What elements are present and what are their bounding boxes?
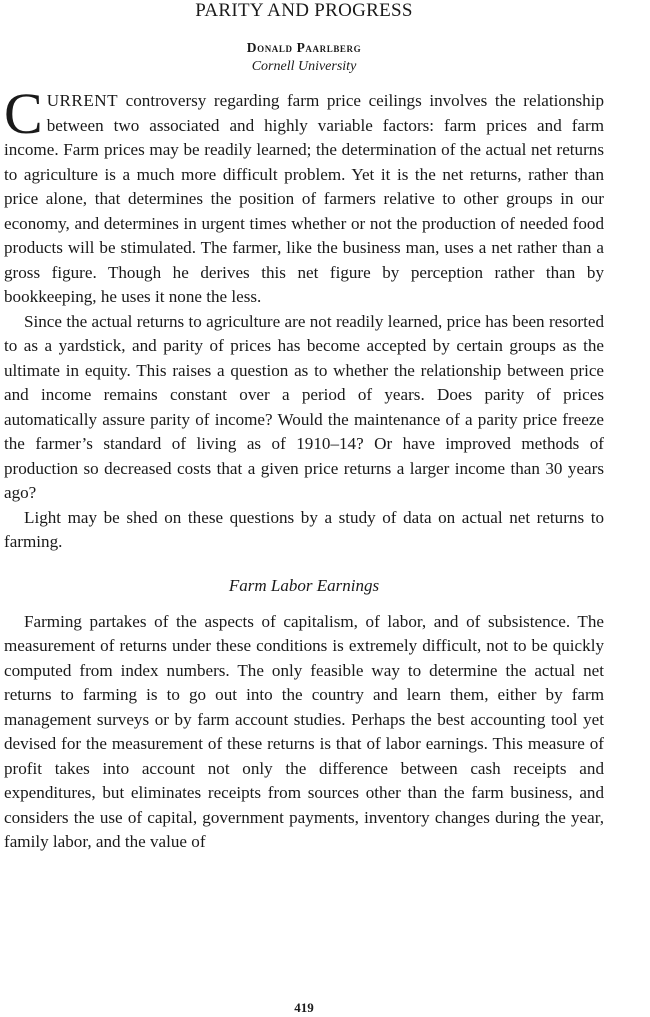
page-number: 419 [294, 1000, 314, 1015]
paragraph-3: Light may be shed on these questions by a study of data on actual net returns to farming. [4, 507, 604, 551]
article-page [4, 0, 604, 1015]
paragraph-4: Farming partakes of the aspects of capitalism, of labor, and of subsistence. The measurement of returns under these conditions is extremely difficult, not to be quickly computed from index numbers. The only feasible way to determine the actual net returns to farming is to go out into the country and learn them, either by farm management surveys or by farm account studies. Perhaps the best accounting tool yet devised for the measurement of these returns is that of labor earnings. This measure of profit takes into account not only the difference between cash receipts and expenditures, but eliminates receipts from sources other than the farm business, and considers the use of capital, government payments, inventory changes during the year, family labor, and the value of [4, 611, 604, 851]
paragraph-2: Since the actual returns to agriculture are not readily learned, price has been resorted to as a yardstick, and parity of prices has become accepted by certain groups as the ultimate in equity. This raises a question as to whether the relationship between price and income remains constant over a period of years. Does parity of prices automatically assure parity of income? Would the maintenance of a parity price freeze the farmer’s standard of living as of 1910–14? Or have improved methods of production so decreased costs that a given price returns a larger income than 30 years ago? [4, 311, 604, 502]
section-heading: Farm Labor Earnings [228, 575, 380, 595]
author-affiliation: Cornell University [251, 59, 357, 74]
paragraph-1-text: controversy regarding farm price ceilings involves the relationship between two associated and highly variable factors: farm prices and farm income. Farm prices may be readily learned; the determination of the actual net returns to agriculture is a much more difficult problem. Yet it is the net returns, rather than price alone, that determines the position of farmers relative to other groups in our economy, and determines in urgent times whether or not the production of needed food products will be stimulated. The farmer, like the business man, uses a net rather than a gross figure. Though he derives this net figure by perception rather than by bookkeeping, he uses it none the less. [4, 91, 604, 306]
paragraph-1 [4, 81, 604, 310]
article-author: Donald Paarlberg [246, 40, 362, 55]
article-title: PARITY AND PROGRESS [195, 0, 413, 21]
opening-caps: URRENT [46, 91, 119, 110]
drop-cap: C [4, 81, 43, 146]
